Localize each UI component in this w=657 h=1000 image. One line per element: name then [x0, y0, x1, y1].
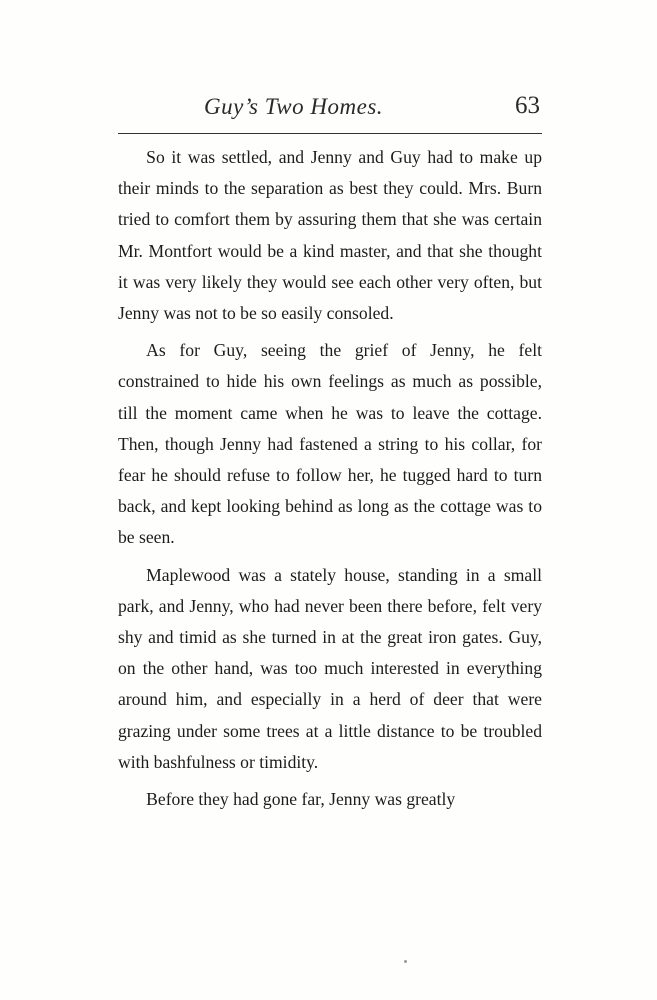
page-number: 63 — [515, 92, 540, 119]
paragraph: So it was settled, and Jenny and Guy had to make up their minds to the separation as best they could. Mrs. Burn tried to comfort them by assuring them that she was certain Mr. Montfort would be a kind master, and that she thought it was very likely they would see each other very often, but Jenny was not to be so easily consoled. — [118, 147, 542, 324]
running-title: Guy’s Two Homes. — [204, 94, 384, 119]
body-text — [118, 142, 542, 815]
header-rule — [118, 133, 542, 134]
paragraph: Before they had gone far, Jenny was greatly — [146, 789, 456, 810]
paragraph: As for Guy, seeing the grief of Jenny, he felt constrained to hide his own feelings as much as possible, till the moment came when he was to leave the cottage. Then, though Jenny had fastened a string to his collar, for fear he should refuse to follow her, he tugged hard to turn back, and kept looking behind as long as the cottage was to be seen. — [118, 340, 542, 548]
paper-speck — [404, 960, 407, 963]
paragraph: Maplewood was a stately house, standing in a small park, and Jenny, who had never been there before, felt very shy and timid as she turned in at the great iron gates. Guy, on the other hand, was too much interested in everything around him, and especially in a herd of deer that were grazing under some trees at a little distance to be troubled with bashfulness or timidity. — [118, 564, 542, 772]
running-head — [118, 88, 542, 124]
